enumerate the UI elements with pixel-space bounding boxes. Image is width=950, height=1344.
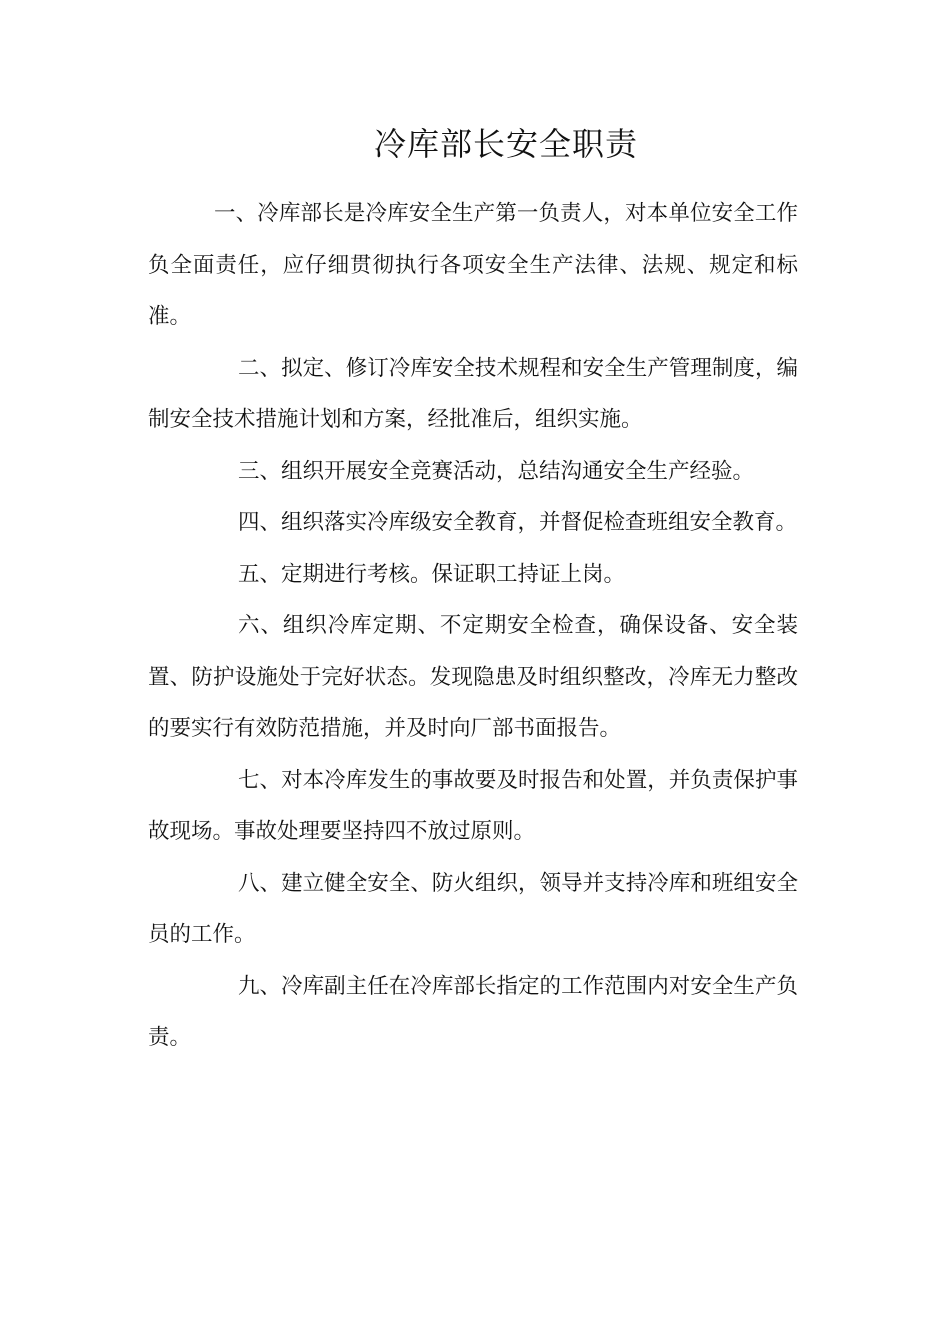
paragraph-3: 三、组织开展安全竞赛活动，总结沟通安全生产经验。 [238, 458, 755, 484]
paragraph-9: 九、冷库副主任在冷库部长指定的工作范围内对安全生产负责。 [148, 973, 798, 1050]
paragraph-7: 七、对本冷库发生的事故要及时报告和处置，并负责保护事故现场。事故处理要坚持四不放过原则。 [148, 767, 798, 844]
document-body [148, 188, 798, 1064]
paragraph-8: 八、建立健全安全、防火组织，领导并支持冷库和班组安全员的工作。 [148, 870, 798, 947]
paragraph-5: 五、定期进行考核。保证职工持证上岗。 [238, 561, 626, 587]
paragraph-2: 二、拟定、修订冷库安全技术规程和安全生产管理制度，编制安全技术措施计划和方案，经批准后，组织实施。 [148, 355, 798, 432]
paragraph-1: 一、冷库部长是冷库安全生产第一负责人，对本单位安全工作负全面责任，应仔细贯彻执行各项安全生产法律、法规、规定和标准。 [148, 201, 798, 329]
paragraph-4: 四、组织落实冷库级安全教育，并督促检查班组安全教育。 [238, 510, 798, 535]
paragraph-6: 六、组织冷库定期、不定期安全检查，确保设备、安全装置、防护设施处于完好状态。发现隐患及时组织整改，冷库无力整改的要实行有效防范措施，并及时向厂部书面报告。 [148, 613, 798, 741]
document-title: 冷库部长安全职责 [373, 125, 638, 163]
